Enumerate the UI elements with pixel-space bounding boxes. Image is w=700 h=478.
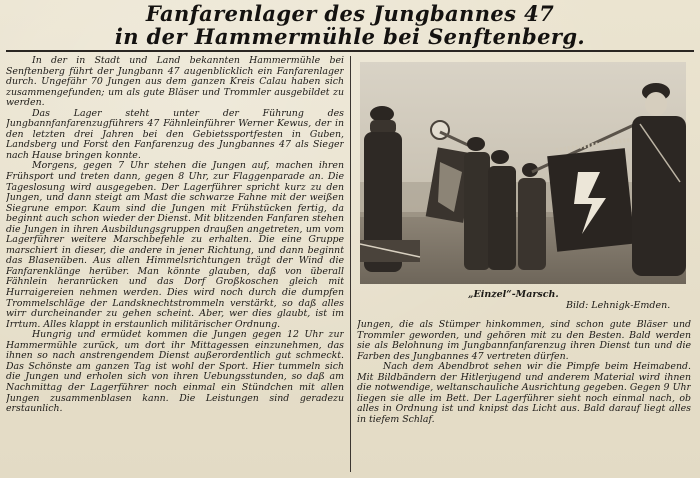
article-left-column — [6, 56, 344, 474]
news-photo-image — [360, 62, 686, 284]
photo-caption: „Einzel“-Marsch. — [468, 289, 559, 300]
headline-rule — [6, 50, 694, 52]
article-paragraph-2: Das Lager steht unter der Führung des Jungbannfanfarenzugführers 47 Fähnleinführer Werner Kewus, der in den letzten drei Jahren bei den Gebietssportfesten in Guben, Landsberg und Forst den Fanfarenzug des Jungbannes 47 als Sieger nach Hause bringen konnte. — [6, 107, 344, 161]
article-paragraph-1: In der in Stadt und Land bekannten Hammermühle bei Senftenberg führt der Jungbann 47 augenblicklich ein Fanfarenlager durch. Ungefähr 70 Jungen aus dem ganzen Kreis Calau haben sich zusammengefunden; um als gute Bläser und Trommler ausgebildet zu werden. — [6, 56, 344, 109]
column-divider — [350, 56, 351, 472]
article-right-column — [357, 320, 691, 475]
article-paragraph-4: Hungrig und ermüdet kommen die Jungen gegen 12 Uhr zur Hammermühle zurück, um dort ihr Mittagessen einzunehmen, das ihnen so nach anstrengendem Dienst außerordentlich gut schmeckt. Das Schönste am ganzen Tag ist wohl der Sport. Hier tummeln sich die Jungen und erholen sich von ihren Uebungsstunden, so daß am Nachmittag der Lagerführer noch einmal ein Stündchen mit allen Jungen zusammenblasen kann. Die Leistungen sind geradezu erstaunlich. — [6, 329, 344, 415]
headline — [0, 2, 700, 48]
photo-credit: Bild: Lehnigk-Emden. — [566, 300, 671, 311]
headline-line-1: Fanfarenlager des Jungbannes 47 — [145, 1, 555, 26]
article-paragraph-3: Morgens, gegen 7 Uhr stehen die Jungen auf, machen ihren Frühsport und treten dann, gegen 8 Uhr, zur Flaggenparade an. Die Tageslosung wird ausgegeben. Der Lagerführer spricht kurz zu den Jungen, und dann steigt am Mast die schwarze Fahne mit der weißen Siegrune empor. Kaum sind die Jungen mit Frühstücken fertig, da beginnt auch schon wieder der Dienst. Mit blitzenden Fanfaren stehen die Jungen in ihren Ausbildungsgruppen draußen angetreten, um vom Lagerführer weitere Marschbefehle zu erhalten. Die eine Gruppe marschiert in dieser, die andere in jener Richtung, und dann beginnt das Blasenüben. Aus allen Himmelsrichtungen trägt der Wind die Fanfarenklänge herüber. Man könnte glauben, daß von überall Fähnlein heranrücken und das Dorf Großkoschen gleich mit Hurraigereien nehmen werden. Dies wird noch durch die dumpfen Trommelschläge der Landsknechtstrommeln verstärkt, so daß alles wirr durcheinander zu gehen scheint. Aber, wer dies glaubt, ist im Irrtum. Alles klappt in erstaunlich militärischer Ordnung. — [6, 160, 344, 330]
headline-line-2: in der Hammermühle bei Senftenberg. — [114, 24, 586, 49]
article-paragraph-6: Nach dem Abendbrot sehen wir die Pimpfe beim Heimabend. Mit Bildbändern der Hitlerjugend und anderem Material wird ihnen die notwendige, weltanschauliche Ausrichtung gegeben. Gegen 9 Uhr liegen sie alle im Bett. Der Lagerführer sieht noch einmal nach, ob alles in Ordnung ist und knipst das Licht aus. Bald darauf liegt alles in tiefem Schlaf. — [357, 361, 691, 425]
article-paragraph-5: Jungen, die als Stümper hinkommen, sind schon gute Bläser und Trommler geworden, und gehören mit zu den Besten. Bald werden sie als Belohnung im Jungbannfanfarenzug ihren Dienst tun und die Farben des Jungbannes 47 vertreten dürfen. — [357, 320, 691, 362]
news-photo — [360, 62, 686, 284]
